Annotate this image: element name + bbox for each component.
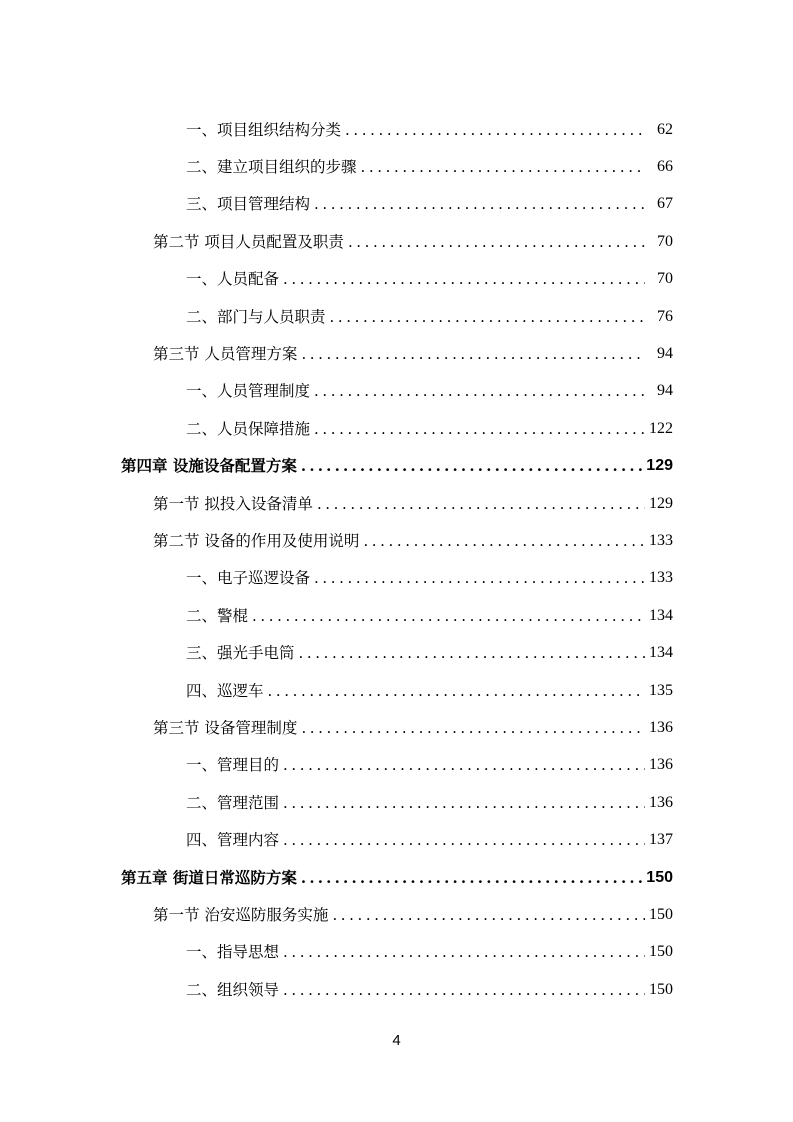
toc-entry-title: 第五章 街道日常巡防方案 [121,868,301,888]
toc-entry-page: 137 [645,830,673,850]
toc-entry-page: 70 [645,232,673,252]
toc-dot-leader [314,419,645,439]
toc-entry-title: 第二节 项目人员配置及职责 [153,232,348,252]
toc-entry-page: 136 [645,755,673,775]
toc-dot-leader [283,793,645,813]
toc-entry-page: 150 [645,942,673,962]
toc-entry-page: 150 [645,905,673,925]
toc-entry[interactable] [0,971,793,1008]
toc-entry-page: 150 [645,980,673,1000]
toc-dot-leader [345,120,645,140]
toc-dot-leader [314,381,645,401]
toc-entry-page: 133 [645,568,673,588]
toc-entry-title: 一、项目组织结构分类 [186,120,345,140]
toc-entry-page: 129 [642,456,673,476]
toc-entry-title: 一、人员管理制度 [186,381,314,401]
toc-entry[interactable] [0,672,793,709]
toc-entry-page: 129 [645,494,673,514]
toc-entry[interactable] [0,634,793,671]
toc-entry-section[interactable] [0,335,793,372]
toc-entry-section[interactable] [0,522,793,559]
toc-entry[interactable] [0,261,793,298]
toc-entry-page: 136 [645,793,673,813]
toc-entry[interactable] [0,821,793,858]
toc-dot-leader [283,269,645,289]
toc-entry-title: 第二节 设备的作用及使用说明 [153,531,363,551]
toc-dot-leader [252,606,645,626]
toc-dot-leader [348,232,645,252]
toc-entry-title: 一、人员配备 [186,269,283,289]
table-of-contents [0,111,793,1008]
toc-dot-leader [332,905,645,925]
toc-entry-page: 94 [645,381,673,401]
toc-entry-title: 一、电子巡逻设备 [186,568,314,588]
toc-dot-leader [317,494,645,514]
toc-dot-leader [283,980,645,1000]
toc-entry[interactable] [0,373,793,410]
toc-entry-title: 三、强光手电筒 [186,643,299,663]
toc-dot-leader [301,718,645,738]
toc-entry[interactable] [0,298,793,335]
page-number: 4 [392,1032,401,1049]
toc-entry-title: 二、建立项目组织的步骤 [186,157,361,177]
toc-entry-section[interactable] [0,896,793,933]
toc-entry-title: 二、组织领导 [186,980,283,1000]
toc-entry-page: 94 [645,344,673,364]
toc-dot-leader [301,868,642,888]
toc-entry[interactable] [0,111,793,148]
toc-dot-leader [283,755,645,775]
toc-dot-leader [301,344,645,364]
toc-entry[interactable] [0,560,793,597]
toc-entry-title: 四、管理内容 [186,830,283,850]
toc-dot-leader [299,643,645,663]
toc-entry-title: 一、指导思想 [186,942,283,962]
toc-entry-title: 第一节 治安巡防服务实施 [153,905,332,925]
toc-dot-leader [268,681,645,701]
toc-entry[interactable] [0,784,793,821]
toc-entry-page: 66 [645,157,673,177]
toc-entry-page: 70 [645,269,673,289]
toc-dot-leader [283,942,645,962]
toc-entry-title: 三、项目管理结构 [186,194,314,214]
toc-entry-section[interactable] [0,223,793,260]
toc-entry-title: 第四章 设施设备配置方案 [121,456,301,476]
toc-entry-chapter[interactable] [0,448,793,485]
toc-entry-page: 62 [645,120,673,140]
toc-entry[interactable] [0,597,793,634]
toc-entry-section[interactable] [0,485,793,522]
toc-entry-page: 134 [645,643,673,663]
toc-dot-leader [361,157,645,177]
toc-entry[interactable] [0,410,793,447]
toc-entry-title: 第一节 拟投入设备清单 [153,494,317,514]
toc-dot-leader [301,456,642,476]
toc-entry-page: 150 [642,868,673,888]
toc-dot-leader [330,307,645,327]
toc-entry-title: 二、管理范围 [186,793,283,813]
toc-entry[interactable] [0,934,793,971]
toc-entry-page: 134 [645,606,673,626]
toc-entry[interactable] [0,186,793,223]
toc-entry-page: 67 [645,194,673,214]
toc-entry[interactable] [0,747,793,784]
toc-entry-page: 122 [645,419,673,439]
toc-dot-leader [314,568,645,588]
toc-dot-leader [363,531,645,551]
toc-entry-title: 二、部门与人员职责 [186,307,330,327]
toc-dot-leader [283,830,645,850]
toc-entry-page: 136 [645,718,673,738]
toc-entry[interactable] [0,148,793,185]
toc-entry-title: 二、警棍 [186,606,252,626]
toc-entry-section[interactable] [0,709,793,746]
toc-entry-page: 135 [645,681,673,701]
toc-entry-page: 76 [645,307,673,327]
toc-entry-title: 第三节 人员管理方案 [153,344,301,364]
toc-entry-chapter[interactable] [0,859,793,896]
toc-entry-title: 第三节 设备管理制度 [153,718,301,738]
toc-entry-title: 四、巡逻车 [186,681,268,701]
toc-entry-title: 二、人员保障措施 [186,419,314,439]
toc-dot-leader [314,194,645,214]
toc-entry-title: 一、管理目的 [186,755,283,775]
toc-entry-page: 133 [645,531,673,551]
